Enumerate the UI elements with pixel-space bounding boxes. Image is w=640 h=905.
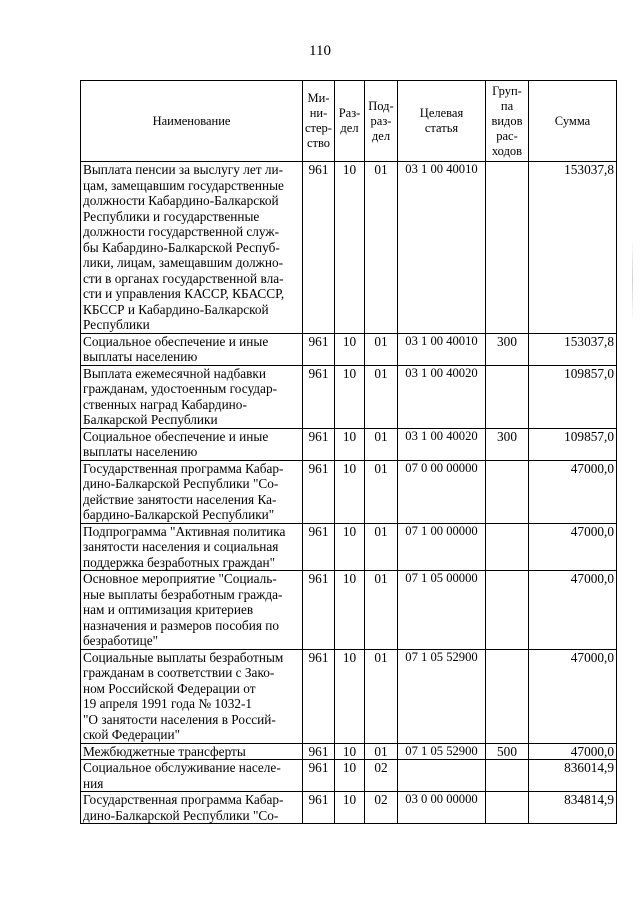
cell-section: 10 xyxy=(335,523,365,571)
cell-section: 10 xyxy=(335,333,365,365)
cell-target: 07 1 00 00000 xyxy=(398,523,486,571)
header-subsection: Под- раз- дел xyxy=(365,81,398,162)
cell-amount: 153037,8 xyxy=(529,162,617,334)
cell-name: Государственная программа Кабар- дино-Балкарской Республики "Со- xyxy=(81,792,303,824)
cell-subsection: 02 xyxy=(365,760,398,792)
cell-ministry: 961 xyxy=(303,792,335,824)
cell-ministry: 961 xyxy=(303,760,335,792)
cell-target: 03 1 00 40020 xyxy=(398,365,486,428)
cell-amount: 109857,0 xyxy=(529,428,617,460)
header-expense-group: Груп- па видов рас- ходов xyxy=(486,81,529,162)
cell-expense-group xyxy=(486,571,529,650)
cell-section: 10 xyxy=(335,428,365,460)
table-row xyxy=(81,649,617,743)
cell-name: Подпрограмма "Активная политика занятости населения и социальная поддержка безработных граждан" xyxy=(81,523,303,571)
table-row xyxy=(81,792,617,824)
cell-expense-group xyxy=(486,760,529,792)
cell-ministry: 961 xyxy=(303,571,335,650)
cell-amount: 836014,9 xyxy=(529,760,617,792)
cell-section: 10 xyxy=(335,365,365,428)
cell-target xyxy=(398,760,486,792)
cell-ministry: 961 xyxy=(303,523,335,571)
cell-subsection: 01 xyxy=(365,460,398,523)
header-target: Целевая статья xyxy=(398,81,486,162)
cell-name: Межбюджетные трансферты xyxy=(81,743,303,760)
cell-amount: 47000,0 xyxy=(529,649,617,743)
table-body xyxy=(81,162,617,824)
cell-section: 10 xyxy=(335,760,365,792)
cell-subsection: 01 xyxy=(365,743,398,760)
cell-target: 07 1 05 52900 xyxy=(398,743,486,760)
cell-name: Основное мероприятие "Социаль- ные выплаты безработным гражда- нам и оптимизация критериев назначения и размеров пособия по безработице" xyxy=(81,571,303,650)
header-name: Наименование xyxy=(81,81,303,162)
header-ministry: Ми- ни- стер- ство xyxy=(303,81,335,162)
cell-amount: 47000,0 xyxy=(529,460,617,523)
cell-name: Социальное обеспечение и иные выплаты населению xyxy=(81,428,303,460)
header-amount: Сумма xyxy=(529,81,617,162)
cell-expense-group xyxy=(486,523,529,571)
cell-target: 03 1 00 40010 xyxy=(398,333,486,365)
cell-ministry: 961 xyxy=(303,649,335,743)
cell-target: 07 0 00 00000 xyxy=(398,460,486,523)
cell-section: 10 xyxy=(335,571,365,650)
cell-name: Социальное обслуживание населе- ния xyxy=(81,760,303,792)
table-row xyxy=(81,523,617,571)
cell-ministry: 961 xyxy=(303,460,335,523)
budget-table xyxy=(80,80,617,824)
cell-subsection: 01 xyxy=(365,571,398,650)
cell-subsection: 02 xyxy=(365,792,398,824)
cell-expense-group: 300 xyxy=(486,428,529,460)
cell-subsection: 01 xyxy=(365,649,398,743)
cell-name: Выплата ежемесячной надбавки гражданам, удостоенным государ- ственных наград Кабардино- Балкарской Республики xyxy=(81,365,303,428)
cell-expense-group xyxy=(486,365,529,428)
cell-amount: 47000,0 xyxy=(529,743,617,760)
cell-amount: 47000,0 xyxy=(529,523,617,571)
cell-name: Социальные выплаты безработным гражданам в соответствии с Зако- ном Российской Федерации от 19 апреля 1991 года № 1032-1 "О занятости населения в Россий- ской Федерации" xyxy=(81,649,303,743)
cell-subsection: 01 xyxy=(365,523,398,571)
table-row xyxy=(81,571,617,650)
table-row xyxy=(81,743,617,760)
cell-name: Выплата пенсии за выслугу лет ли- цам, замещавшим государственные должности Кабардино-Балкарской Республики и государственные должности государственной служ- бы Кабардино-Балкарской Респуб- лики, лицам, замещавшим должно- сти в органах государственной вла- сти и управления КАССР, КБАССР, КБССР и Кабардино-Балкарской Республики xyxy=(81,162,303,334)
cell-section: 10 xyxy=(335,162,365,334)
cell-section: 10 xyxy=(335,460,365,523)
cell-subsection: 01 xyxy=(365,365,398,428)
cell-ministry: 961 xyxy=(303,162,335,334)
cell-amount: 834814,9 xyxy=(529,792,617,824)
table-header-row xyxy=(81,81,617,162)
cell-expense-group: 300 xyxy=(486,333,529,365)
cell-amount: 109857,0 xyxy=(529,365,617,428)
page-number: 110 xyxy=(309,43,331,59)
header-section: Раз- дел xyxy=(335,81,365,162)
scan-artifact xyxy=(632,240,633,320)
cell-expense-group: 500 xyxy=(486,743,529,760)
table-row xyxy=(81,162,617,334)
cell-amount: 47000,0 xyxy=(529,571,617,650)
cell-ministry: 961 xyxy=(303,365,335,428)
cell-expense-group xyxy=(486,460,529,523)
cell-section: 10 xyxy=(335,792,365,824)
cell-subsection: 01 xyxy=(365,162,398,334)
cell-ministry: 961 xyxy=(303,743,335,760)
cell-target: 03 1 00 40010 xyxy=(398,162,486,334)
cell-subsection: 01 xyxy=(365,428,398,460)
cell-ministry: 961 xyxy=(303,428,335,460)
cell-subsection: 01 xyxy=(365,333,398,365)
table-row xyxy=(81,760,617,792)
cell-amount: 153037,8 xyxy=(529,333,617,365)
cell-name: Социальное обеспечение и иные выплаты населению xyxy=(81,333,303,365)
cell-expense-group xyxy=(486,649,529,743)
cell-expense-group xyxy=(486,792,529,824)
cell-section: 10 xyxy=(335,743,365,760)
cell-name: Государственная программа Кабар- дино-Балкарской Республики "Со- действие занятости населения Ка- бардино-Балкарской Республики" xyxy=(81,460,303,523)
table-row xyxy=(81,460,617,523)
table-row xyxy=(81,428,617,460)
cell-expense-group xyxy=(486,162,529,334)
cell-ministry: 961 xyxy=(303,333,335,365)
cell-target: 07 1 05 00000 xyxy=(398,571,486,650)
cell-target: 07 1 05 52900 xyxy=(398,649,486,743)
cell-section: 10 xyxy=(335,649,365,743)
cell-target: 03 1 00 40020 xyxy=(398,428,486,460)
table-row xyxy=(81,365,617,428)
table-row xyxy=(81,333,617,365)
cell-target: 03 0 00 00000 xyxy=(398,792,486,824)
